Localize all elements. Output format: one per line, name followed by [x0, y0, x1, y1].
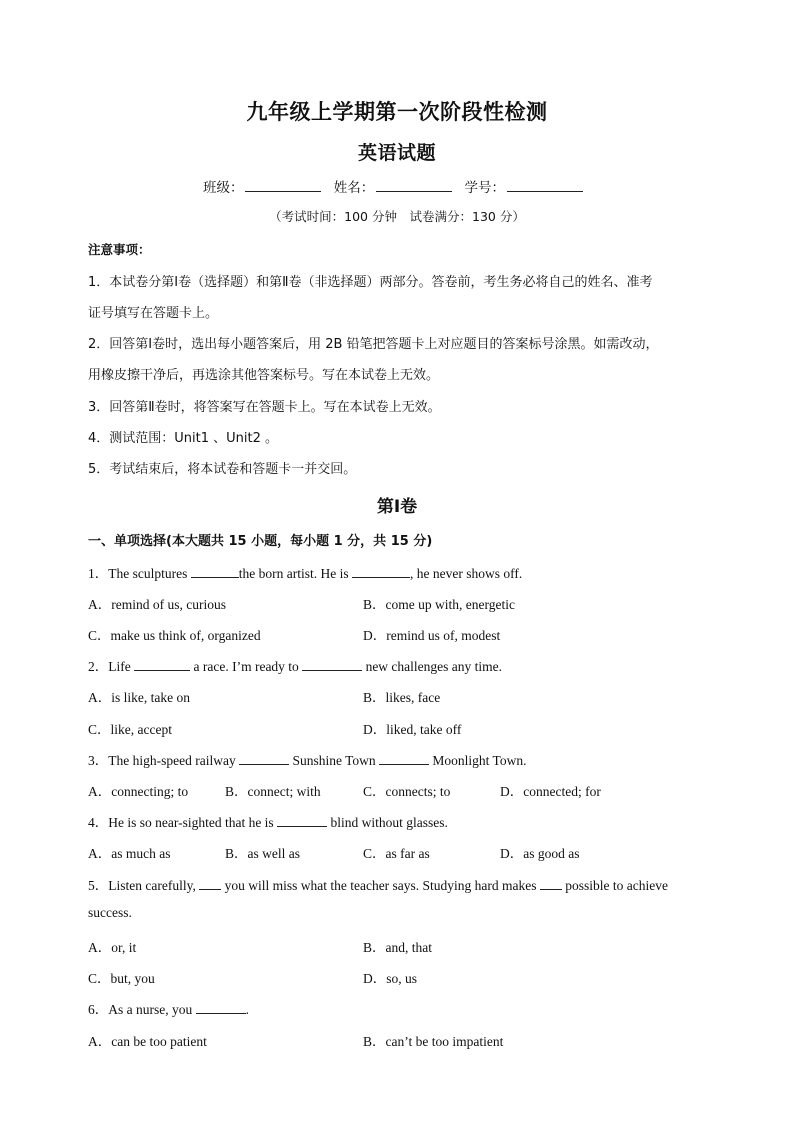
answer-blank	[239, 752, 289, 765]
id-field[interactable]	[507, 179, 583, 192]
answer-blank	[540, 877, 562, 890]
note-line: 1．本试卷分第Ⅰ卷（选择题）和第Ⅱ卷（非选择题）两部分。答卷前，考生务必将自己的姓名、准考	[88, 275, 653, 290]
option-c[interactable]: C．as far as	[363, 846, 430, 861]
section-title: 第Ⅰ卷	[376, 497, 418, 517]
name-label: 姓名：	[333, 180, 375, 196]
note-line: 4．测试范围：Unit1 、Unit2 。	[88, 431, 279, 446]
question-5-cont: success.	[88, 905, 132, 920]
option-b[interactable]: B．as well as	[225, 846, 300, 861]
note-line: 2．回答第Ⅰ卷时，选出每小题答案后，用 2B 铅笔把答题卡上对应题目的答案标号涂黑。如需改动，	[88, 337, 659, 352]
answer-blank	[277, 814, 327, 827]
student-info-row	[0, 176, 794, 196]
answer-blank	[196, 1001, 246, 1014]
option-c[interactable]: C．like, accept	[88, 722, 172, 737]
question-6: 6．As a nurse, you .	[88, 1002, 249, 1017]
option-d[interactable]: D．connected; for	[500, 784, 601, 799]
question-5: 5．Listen carefully, you will miss what the teacher says. Studying hard makes possible to achieve	[88, 878, 669, 893]
option-b[interactable]: B．can’t be too impatient	[363, 1034, 504, 1049]
option-c[interactable]: C．make us think of, organized	[88, 628, 261, 643]
answer-blank	[199, 877, 221, 890]
answer-blank	[352, 565, 410, 578]
question-3: 3．The high-speed railway Sunshine Town Moonlight Town.	[88, 753, 527, 768]
option-d[interactable]: D．remind us of, modest	[363, 628, 501, 643]
answer-blank	[302, 658, 362, 671]
note-line: 用橡皮擦干净后，再选涂其他答案标号。写在本试卷上无效。	[88, 368, 440, 383]
option-a[interactable]: A．or, it	[88, 940, 137, 955]
option-a[interactable]: A．as much as	[88, 846, 171, 861]
option-b[interactable]: B．likes, face	[363, 690, 441, 705]
notes-title: 注意事项：	[88, 242, 151, 257]
class-field[interactable]	[245, 179, 321, 192]
option-b[interactable]: B．come up with, energetic	[363, 597, 515, 612]
part-title: 一、单项选择(本大题共 15 小题，每小题 1 分，共 15 分)	[88, 534, 433, 549]
question-4: 4．He is so near-sighted that he is blind without glasses.	[88, 815, 448, 830]
option-a[interactable]: A．remind of us, curious	[88, 597, 226, 612]
class-label: 班级：	[202, 180, 244, 196]
note-line: 证号填写在答题卡上。	[88, 306, 219, 321]
option-a[interactable]: A．connecting; to	[88, 784, 189, 799]
question-2: 2．Life a race. I’m ready to new challenges any time.	[88, 659, 503, 674]
option-d[interactable]: D．so, us	[363, 971, 418, 986]
answer-blank	[134, 658, 190, 671]
exam-time-info: （考试时间：100 分钟 试卷满分：130 分）	[269, 209, 525, 224]
option-a[interactable]: A．can be too patient	[88, 1034, 207, 1049]
option-a[interactable]: A．is like, take on	[88, 690, 190, 705]
id-label: 学号：	[464, 180, 506, 196]
answer-blank	[191, 565, 239, 578]
option-d[interactable]: D．as good as	[500, 846, 580, 861]
exam-title: 九年级上学期第一次阶段性检测	[246, 100, 548, 124]
exam-subject: 英语试题	[357, 142, 436, 164]
option-c[interactable]: C．but, you	[88, 971, 155, 986]
note-line: 3．回答第Ⅱ卷时，将答案写在答题卡上。写在本试卷上无效。	[88, 400, 441, 415]
option-d[interactable]: D．liked, take off	[363, 722, 462, 737]
name-field[interactable]	[376, 179, 452, 192]
note-line: 5．考试结束后，将本试卷和答题卡一并交回。	[88, 462, 357, 477]
option-b[interactable]: B．connect; with	[225, 784, 321, 799]
answer-blank	[379, 752, 429, 765]
option-b[interactable]: B．and, that	[363, 940, 432, 955]
option-c[interactable]: C．connects; to	[363, 784, 451, 799]
question-1: 1．The sculptures the born artist. He is , he never shows off.	[88, 566, 523, 581]
